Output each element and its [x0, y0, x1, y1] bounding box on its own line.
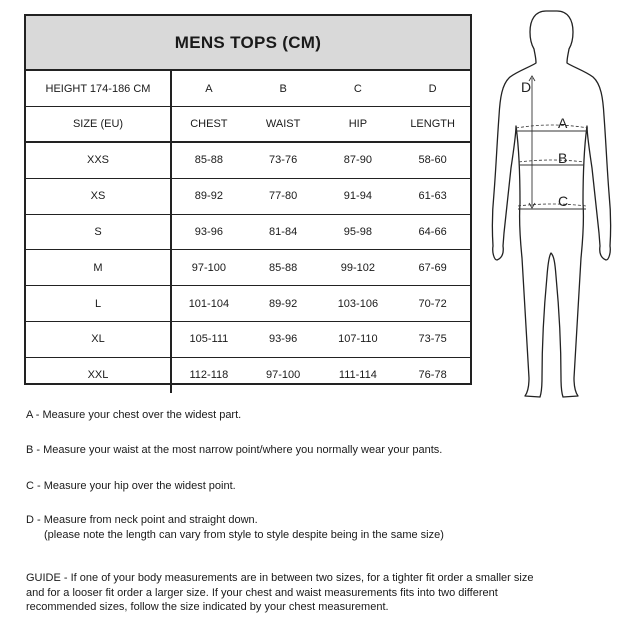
size-cell: M — [26, 250, 171, 286]
chest-cell: 112-118 — [189, 369, 229, 382]
length-cell: 73-75 — [395, 321, 470, 357]
waist-cell: 73-76 — [246, 142, 321, 178]
length-column-header: LENGTH — [395, 107, 470, 143]
table-row — [26, 142, 470, 178]
height-range-cell: HEIGHT 174-186 CM — [26, 71, 171, 107]
hip-cell: 87-90 — [321, 142, 396, 178]
hip-cell: 103-106 — [321, 286, 396, 322]
table-row — [26, 357, 470, 392]
chest-column-header: CHEST — [171, 107, 246, 143]
table-title: MENS TOPS (CM) — [26, 16, 470, 71]
waist-cell: 81-84 — [246, 214, 321, 250]
header-letter-row — [26, 71, 470, 107]
chest-cell: 89-92 — [171, 178, 246, 214]
guide-line2: and for a looser fit order a larger size. If your chest and waist measurements fits into two different — [26, 586, 498, 599]
table-row — [26, 250, 470, 286]
chest-cell: 105-111 — [171, 321, 246, 357]
hip-column-header: HIP — [321, 107, 396, 143]
size-cell: XS — [26, 178, 171, 214]
column-letter-b: B — [246, 71, 321, 107]
note-d-line1: D - Measure from neck point and straight down. — [26, 514, 258, 526]
note-d — [26, 513, 444, 542]
table-row — [26, 321, 470, 357]
guide-text — [26, 571, 533, 615]
size-cell: XXS — [26, 142, 171, 178]
table-row — [26, 214, 470, 250]
chest-cell: 85-88 — [171, 142, 246, 178]
length-cell: 64-66 — [395, 214, 470, 250]
note-d-line2: (please note the length can vary from style to style despite being in the same size) — [44, 528, 444, 541]
hip-band — [518, 204, 586, 206]
chest-cell: 93-96 — [171, 214, 246, 250]
chest-cell: 97-100 — [171, 250, 246, 286]
guide-line1: GUIDE - If one of your body measurements are in between two sizes, for a tighter fit order a smaller size — [26, 572, 534, 584]
waist-cell: 77-80 — [246, 178, 321, 214]
chest-cell: 101-104 — [171, 286, 246, 322]
label-a: A — [558, 115, 568, 131]
column-letter-d: D — [395, 71, 470, 107]
body-measurement-figure — [488, 8, 620, 404]
column-letter-c: C — [321, 71, 396, 107]
hip-cell: 99-102 — [321, 250, 396, 286]
size-table — [24, 14, 472, 385]
guide-line3: recommended sizes, follow the size indicated by your chest measurement. — [26, 601, 389, 613]
note-b: B - Measure your waist at the most narrow point/where you normally wear your pants. — [26, 444, 443, 456]
waist-column-header: WAIST — [246, 107, 321, 143]
hip-cell: 91-94 — [321, 178, 396, 214]
waist-cell: 97-100 — [265, 369, 301, 382]
note-c: C - Measure your hip over the widest point. — [26, 480, 236, 492]
length-cell: 76-78 — [418, 369, 447, 382]
body-outline — [492, 11, 610, 397]
note-a: A - Measure your chest over the widest part. — [26, 409, 242, 421]
table-row — [26, 286, 470, 322]
header-name-row — [26, 107, 470, 143]
waist-cell: 85-88 — [246, 250, 321, 286]
hip-cell: 95-98 — [321, 214, 396, 250]
size-cell: XL — [26, 321, 171, 357]
size-grid — [26, 71, 470, 393]
length-cell: 67-69 — [395, 250, 470, 286]
waist-cell: 93-96 — [246, 321, 321, 357]
chest-band — [516, 125, 588, 128]
length-cell: 70-72 — [395, 286, 470, 322]
length-cell: 58-60 — [395, 142, 470, 178]
waist-band — [519, 160, 584, 162]
table-row — [26, 178, 470, 214]
hip-cell: 107-110 — [321, 321, 396, 357]
waist-cell: 89-92 — [246, 286, 321, 322]
label-d: D — [521, 79, 532, 95]
length-cell: 61-63 — [395, 178, 470, 214]
label-c: C — [558, 193, 569, 209]
size-cell: L — [26, 286, 171, 322]
column-letter-a: A — [171, 71, 246, 107]
label-b: B — [558, 150, 568, 166]
hip-cell: 111-114 — [338, 369, 377, 382]
size-cell: XXL — [26, 357, 171, 392]
size-column-header: SIZE (EU) — [26, 107, 171, 143]
size-cell: S — [26, 214, 171, 250]
